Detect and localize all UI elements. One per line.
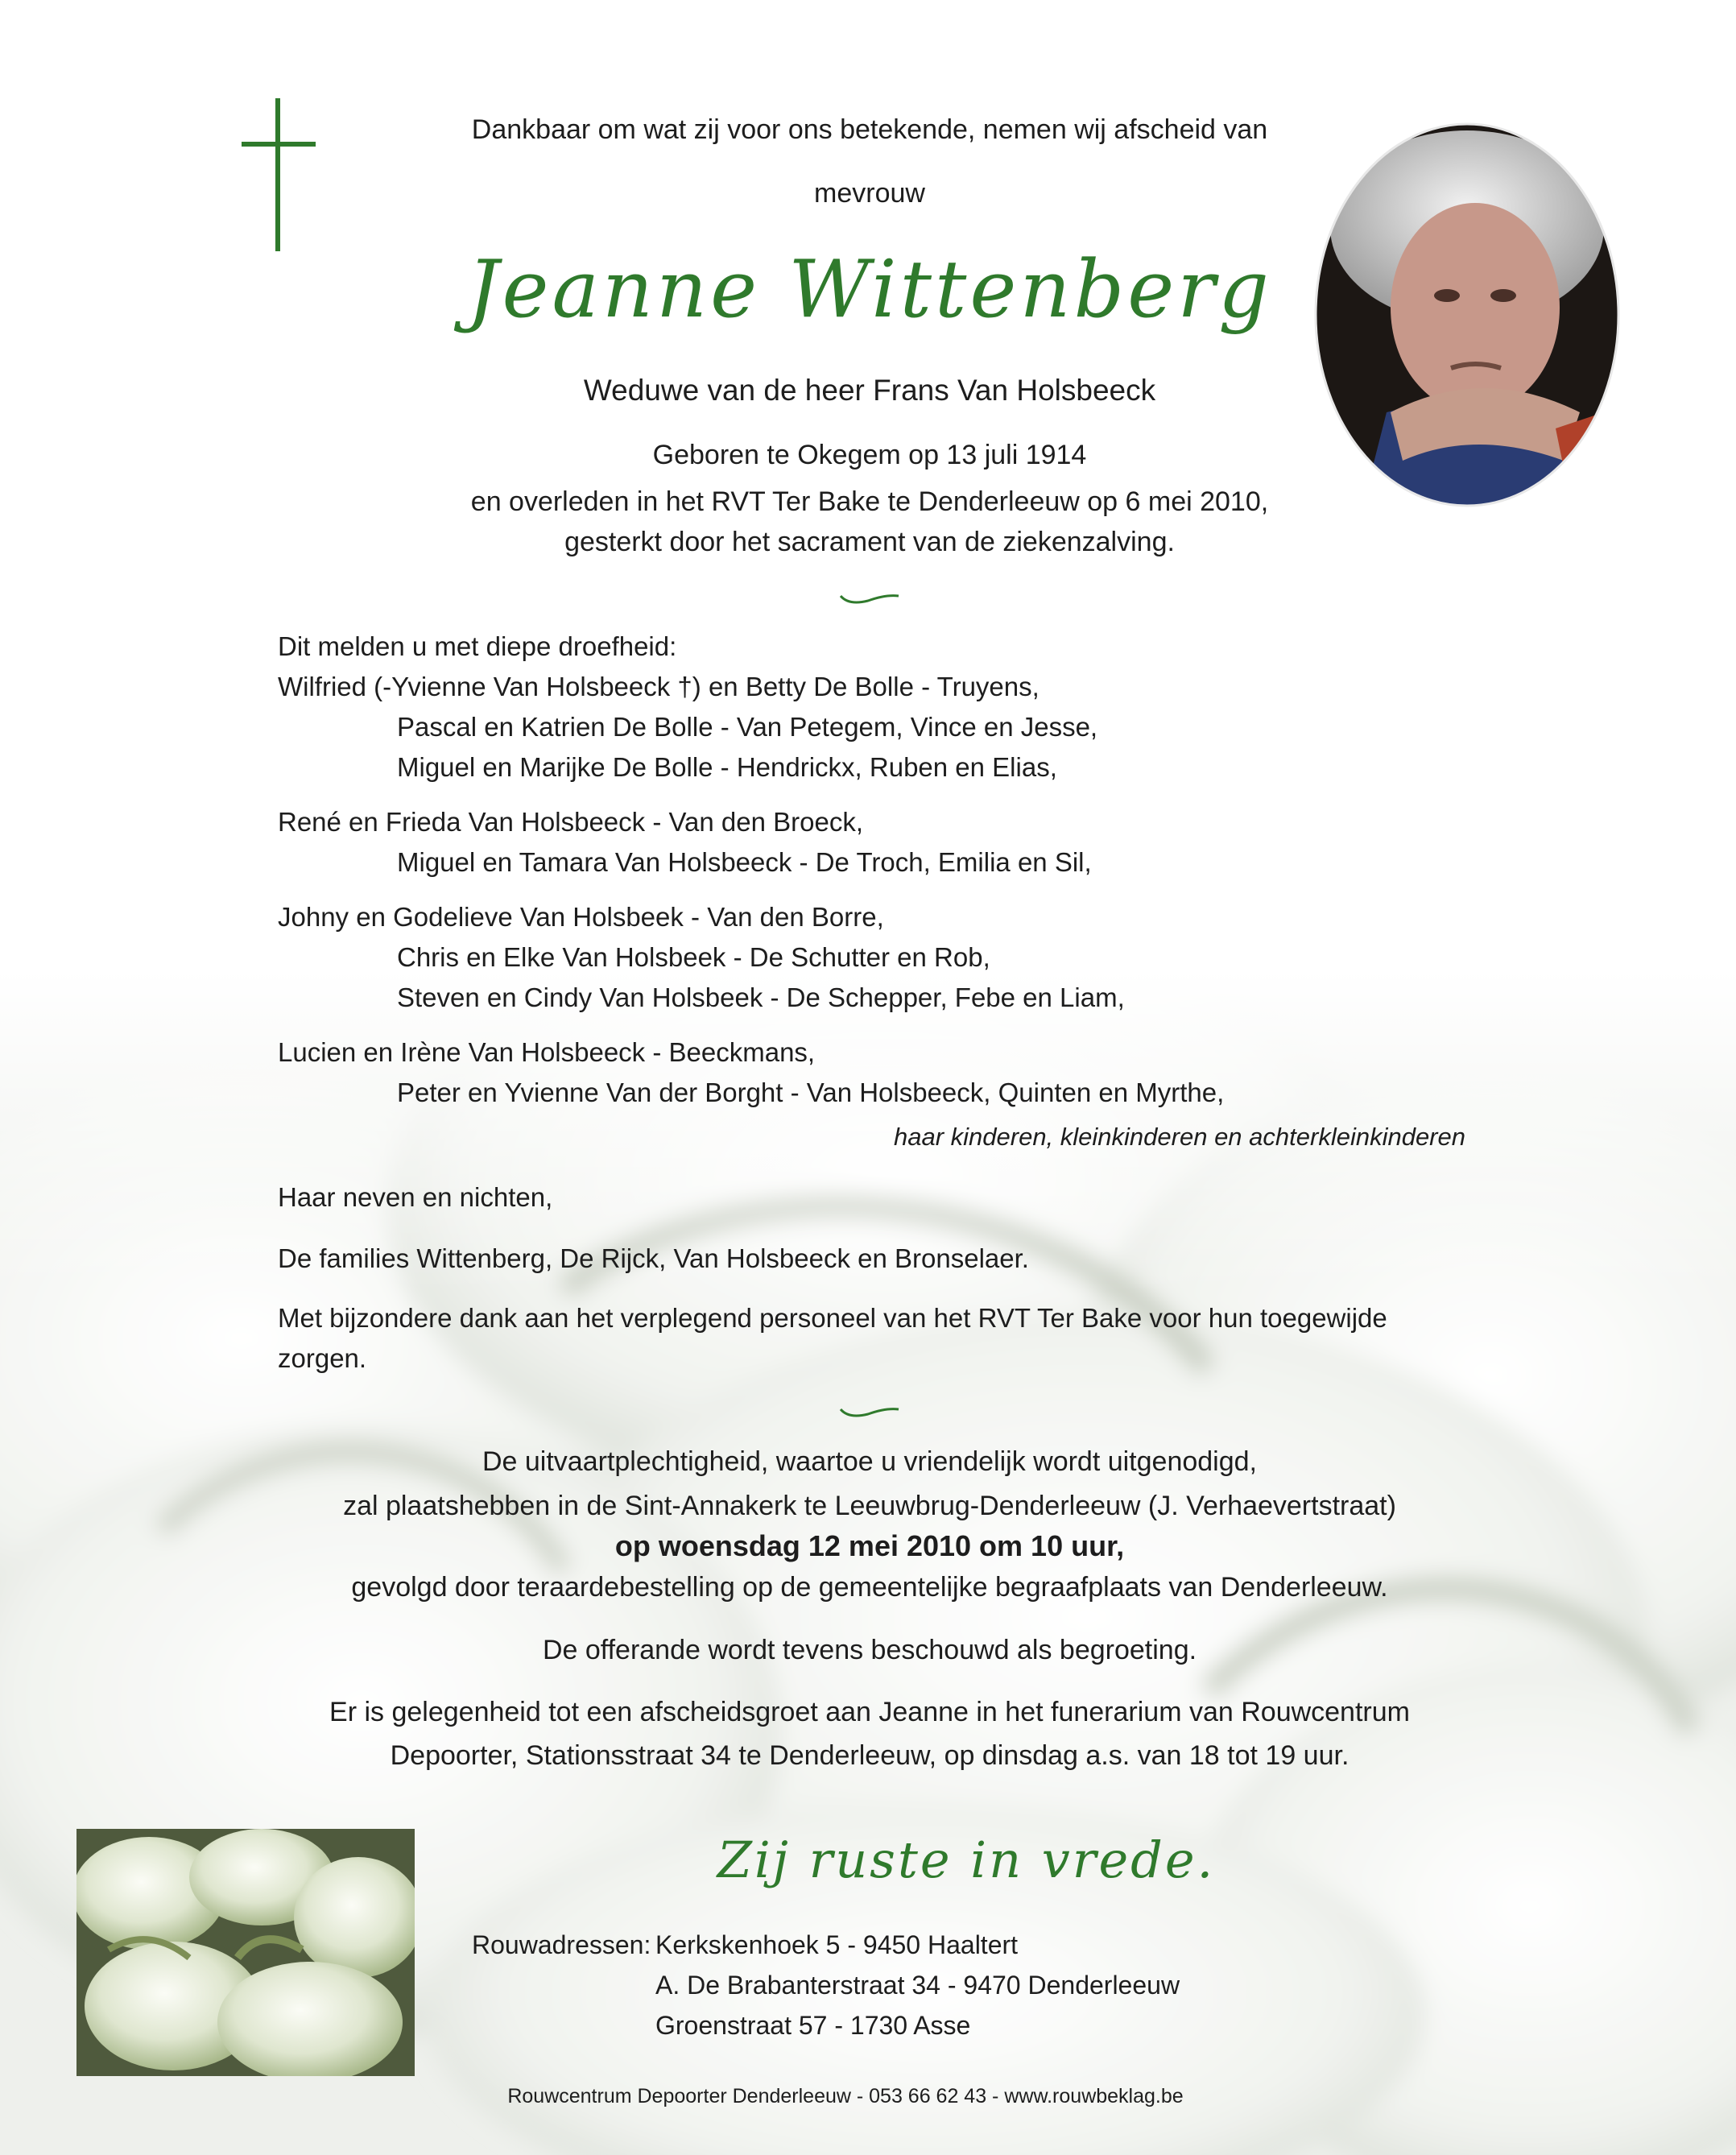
thanks-line: Met bijzondere dank aan het verplegend personeel van het RVT Ter Bake voor hun toegewijde [278,1303,1387,1333]
offering-text: De offerande wordt tevens beschouwd als begroeting. [542,1635,1197,1665]
title-text: mevrouw [814,178,925,209]
thanks-line: zorgen. [278,1343,367,1373]
family-sub: Miguel en Tamara Van Holsbeeck - De Troch, Emilia en Sil, [397,847,1092,877]
family-main: Wilfried (-Yvienne Van Holsbeeck †) en Betty De Bolle - Truyens, [278,672,1040,701]
footer-text: Rouwcentrum Depoorter Denderleeuw - 053 66 62 43 - www.rouwbeklag.be [507,2085,1184,2107]
family-group [278,667,1486,788]
death-text: en overleden in het RVT Ter Bake te Denderleeuw op 6 mei 2010, [470,486,1269,517]
swash-divider [839,1401,900,1421]
family-sub: Peter en Yvienne Van der Borght - Van Holsbeeck, Quinten en Myrthe, [397,1078,1225,1107]
family-intro: Dit melden u met diepe droefheid: [278,631,677,661]
family-group [278,897,1486,1018]
family-sub: Pascal en Katrien De Bolle - Van Petegem, Vince en Jesse, [397,712,1098,742]
family-sub: Miguel en Marijke De Bolle - Hendrickx, Ruben en Elias, [397,752,1057,782]
addresses-block [472,1925,1180,2045]
thanks-text [278,1298,1486,1379]
birth-text: Geboren te Okegem op 13 juli 1914 [652,440,1087,470]
nephews-text: Haar neven en nichten, [278,1182,553,1212]
family-main: René en Frieda Van Holsbeeck - Van den Broeck, [278,807,864,837]
family-block [278,627,1486,1113]
descendants-text: haar kinderen, kleinkinderen en achterkleinkinderen [893,1123,1465,1151]
intro-text: Dankbaar om wat zij voor ons betekende, nemen wij afscheid van [471,114,1268,145]
farewell-line: Depoorter, Stationsstraat 34 te Denderleeuw, op dinsdag a.s. van 18 tot 19 uur. [390,1740,1350,1771]
ceremony-line: gevolgd door teraardebestelling op de gemeentelijke begraafplaats van Denderleeuw. [351,1572,1388,1603]
address-line: Groenstraat 57 - 1730 Asse [655,2011,971,2040]
family-sub: Steven en Cindy Van Holsbeek - De Schepper, Febe en Liam, [397,982,1125,1012]
swash-divider [839,588,900,607]
ceremony-date: op woensdag 12 mei 2010 om 10 uur, [614,1529,1125,1562]
motto-text: Zij ruste in vrede. [717,1830,1216,1889]
addresses-label: Rouwadressen: [472,1930,651,1959]
address-line: A. De Brabanterstraat 34 - 9470 Denderleeuw [655,1971,1180,2000]
ceremony-line: zal plaatshebben in de Sint-Annakerk te Leeuwbrug-Denderleeuw (J. Verhaevertstraat) [343,1491,1396,1521]
farewell-line: Er is gelegenheid tot een afscheidsgroet aan Jeanne in het funerarium van Rouwcentrum [329,1697,1410,1727]
widow-text: Weduwe van de heer Frans Van Holsbeeck [583,374,1156,407]
sacrament-text: gesterkt door het sacrament van de ziekenzalving. [564,527,1175,557]
family-main: Johny en Godelieve Van Holsbeek - Van den Borre, [278,902,884,932]
ceremony-line: De uitvaartplechtigheid, waartoe u vriendelijk wordt uitgenodigd, [482,1446,1257,1477]
families-text: De families Wittenberg, De Rijck, Van Holsbeeck en Bronselaer. [278,1243,1029,1273]
address-line: Kerkskenhoek 5 - 9450 Haaltert [655,1930,1019,1959]
deceased-name: Jeanne Wittenberg [467,244,1272,336]
family-main: Lucien en Irène Van Holsbeeck - Beeckmans, [278,1037,816,1067]
family-sub: Chris en Elke Van Holsbeek - De Schutter en Rob, [397,942,990,972]
family-group [278,802,1486,883]
family-group [278,1032,1486,1113]
flower-photo [76,1829,415,2076]
